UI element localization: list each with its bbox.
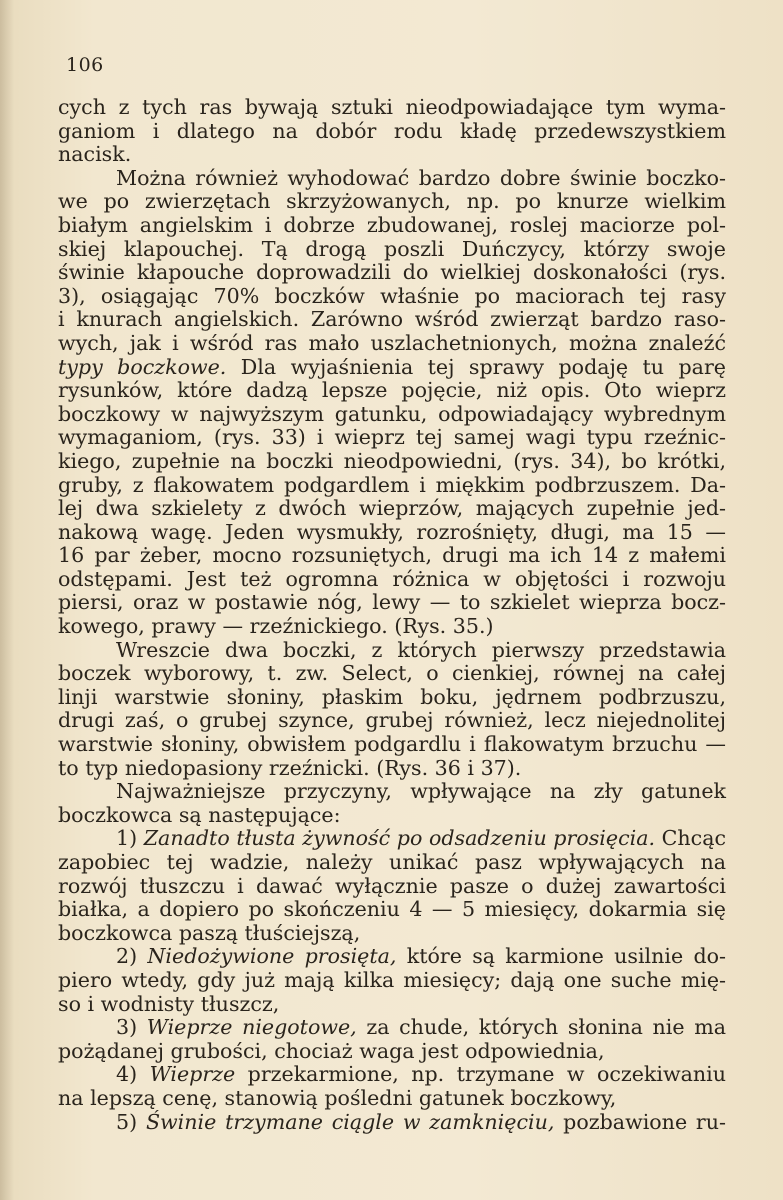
- text-line: rozwój tłuszczu i dawać wyłącznie pasze o dużej zawartości: [58, 873, 726, 898]
- text-line: boczkowca paszą tłuściejszą,: [58, 920, 361, 945]
- text-line: to typ niedopasiony rzeźnicki. (Rys. 36 i 37).: [58, 755, 522, 780]
- text-line: nakową wagę. Jeden wysmukły, rozrośnięty, długi, ma 15 —: [58, 519, 726, 544]
- text-line: zapobiec tej wadzie, należy unikać pasz wpływających na: [58, 850, 726, 874]
- text-line: 16 par żeber, mocno rozsuniętych, drugi ma ich 14 z małemi: [58, 543, 726, 568]
- text-line: warstwie słoniny, obwisłem podgardlu i flakowatym brzuchu —: [58, 732, 726, 757]
- text-line: wymaganiom, (rys. 33) i wieprz tej samej wagi typu rzeźnic-: [58, 425, 726, 450]
- list-item-4: [58, 1063, 726, 1087]
- text-line: drugi zaś, o grubej szynce, grubej również, lecz niejednolitej: [58, 708, 726, 733]
- text-line: kowego, prawy — rzeźnickiego. (Rys. 35.): [58, 614, 494, 639]
- text-line: Można również wyhodować bardzo dobre świnie boczko-: [116, 165, 726, 190]
- text-line: skiej klapouchej. Tą drogą poszli Duńczycy, którzy swoje: [58, 236, 726, 261]
- body-text: [58, 96, 726, 1134]
- text-line: ganiom i dlatego na dobór rodu kładę przedewszystkiem: [58, 118, 726, 143]
- italic-phrase: Niedożywione prosięta,: [147, 944, 397, 969]
- text-segment: Chcąc: [655, 826, 727, 851]
- list-number: 5): [116, 1109, 146, 1134]
- text-line: boczek wyborowy, t. zw. Select, o cienkiej, równej na całej: [58, 661, 726, 686]
- italic-phrase: Zanadto tłusta żywność po odsadzeniu prosięcia.: [143, 826, 656, 851]
- text-line: wych, jak i wśród ras mało uszlachetnionych, można znaleźć: [58, 330, 726, 355]
- list-item-5: [58, 1111, 726, 1135]
- text-line: 3), osiągając 70% boczków właśnie po maciorach tej rasy: [58, 283, 726, 308]
- text-line: boczkowca są następujące:: [58, 802, 341, 827]
- text-segment: Dla wyjaśnienia tej sprawy podaję tu parę: [226, 354, 726, 379]
- italic-phrase: Wieprze niegotowe,: [146, 1015, 357, 1040]
- text-segment: przekarmione, np. trzymane w oczekiwaniu: [235, 1062, 726, 1087]
- list-item-2: [58, 945, 726, 969]
- text-line: we po zwierzętach skrzyżowanych, np. po knurze wielkim: [58, 189, 726, 214]
- page-edge-shadow: [0, 0, 14, 1200]
- text-line: cych z tych ras bywają sztuki nieodpowiadające tym wyma-: [58, 95, 726, 119]
- list-item-3: [58, 1016, 726, 1040]
- text-line: nacisk.: [58, 142, 132, 167]
- italic-phrase: typy boczkowe.: [58, 354, 227, 379]
- text-line: lej dwa szkielety z dwóch wieprzów, mających zupełnie jed-: [58, 496, 726, 521]
- text-line: rysunków, które dadzą lepsze pojęcie, niż opis. Oto wieprz: [58, 378, 726, 403]
- text-line: na lepszą cenę, stanowią pośledni gatunek boczkowy,: [58, 1085, 617, 1110]
- text-line: Najważniejsze przyczyny, wpływające na zły gatunek: [116, 779, 726, 804]
- text-line: białka, a dopiero po skończeniu 4 — 5 miesięcy, dokarmia się: [58, 897, 726, 922]
- text-line: gruby, z flakowatem podgardlem i miękkim podbrzuszem. Da-: [58, 472, 726, 497]
- list-number: 1): [116, 826, 144, 851]
- list-number: 2): [116, 944, 148, 969]
- text-line: odstępami. Jest też ogromna różnica w objętości i rozwoju: [58, 566, 726, 591]
- text-line: so i wodnisty tłuszcz,: [58, 991, 280, 1016]
- text-line: pożądanej grubości, chociaż waga jest odpowiednia,: [58, 1038, 605, 1063]
- text-segment: które są karmione usilnie do-: [396, 944, 726, 969]
- text-line: świnie kłapouche doprowadzili do wielkiej doskonałości (rys.: [58, 260, 726, 285]
- page-number: 106: [66, 54, 104, 76]
- list-number: 3): [116, 1015, 147, 1040]
- text-line: [58, 356, 726, 380]
- text-segment: pozbawione ru-: [554, 1109, 726, 1134]
- text-line: białym angielskim i dobrze zbudowanej, roslej maciorze pol-: [58, 212, 726, 237]
- text-line: piero wtedy, gdy już mają kilka miesięcy; dają one suche mię-: [58, 967, 726, 992]
- list-number: 4): [116, 1062, 150, 1087]
- text-line: Wreszcie dwa boczki, z których pierwszy przedstawia: [116, 637, 726, 662]
- text-line: kiego, zupełnie na boczki nieodpowiedni, (rys. 34), bo krótki,: [58, 448, 726, 473]
- text-line: boczkowy w najwyższym gatunku, odpowiadający wybrednym: [58, 401, 726, 426]
- italic-phrase: Świnie trzymane ciągle w zamknięciu,: [145, 1109, 555, 1134]
- text-segment: za chude, których słonina nie ma: [356, 1015, 727, 1040]
- italic-phrase: Wieprze: [149, 1062, 236, 1087]
- text-line: i knurach angielskich. Zarówno wśród zwierząt bardzo raso-: [58, 307, 726, 332]
- list-item-1: [58, 827, 726, 851]
- text-line: linji warstwie słoniny, płaskim boku, jędrnem podbrzuszu,: [58, 684, 726, 709]
- text-line: piersi, oraz w postawie nóg, lewy — to szkielet wieprza bocz-: [58, 590, 726, 615]
